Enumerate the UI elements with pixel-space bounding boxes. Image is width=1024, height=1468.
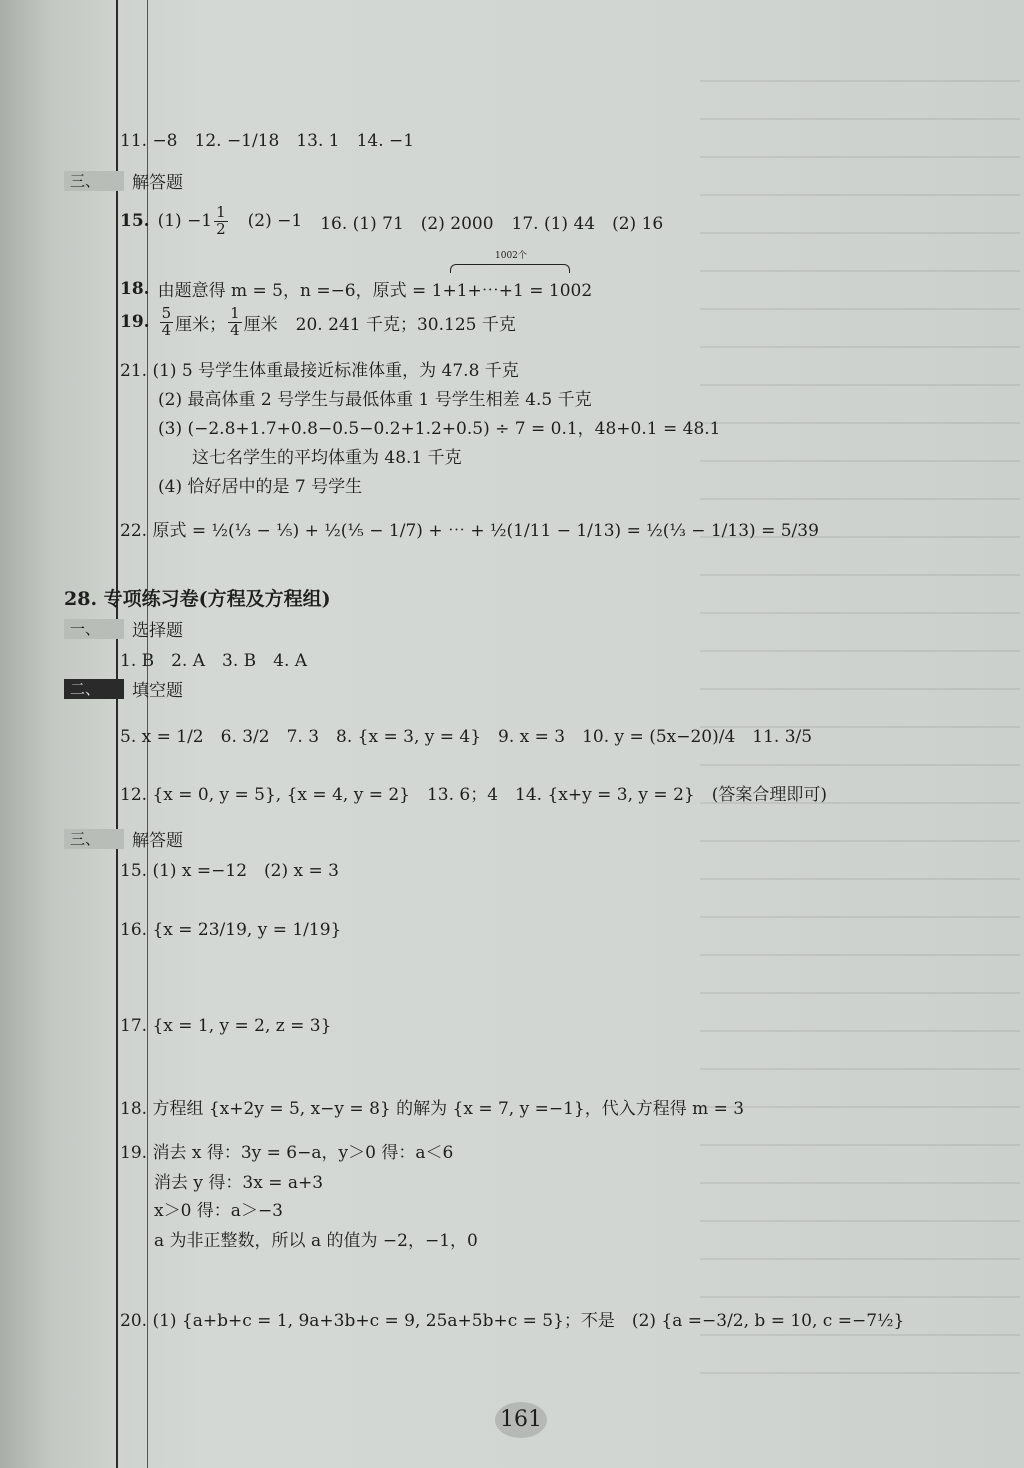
section-title: 28. 专项练习卷(方程及方程组): [64, 588, 331, 610]
answer-row-17b: 17. {x = 1, y = 2, z = 3}: [120, 1016, 332, 1036]
book-spine: [0, 0, 122, 1468]
answer-row-16b: 16. {x = 23/19, y = 1/19}: [120, 920, 342, 940]
answer-row-15: 15. (1) −1 $\frac{1}{2}$ (2) −1 16. (1) 71 (2) 2000 17. (1) 44 (2) 16: [120, 203, 664, 238]
answer-row-20b: 20. (1) {a+b+c = 1, 9a+3b+c = 9, 25a+5b+c = 5}；不是 (2) {a =−3/2, b = 10, c =−7½}: [120, 1311, 905, 1331]
answer-row-11: 11. −8 12. −1/18 13. 1 14. −1: [120, 131, 415, 151]
overbrace-label: 1002个: [495, 251, 527, 261]
section-header-1: 一、 选择题: [64, 616, 183, 641]
answer-row-1: 1. B 2. A 3. B 4. A: [120, 651, 308, 671]
answer-row-21-4: 这七名学生的平均体重为 48.1 千克: [192, 448, 462, 468]
answer-row-19b-1: 19. 消去 x 得：3y = 6−a，y＞0 得：a＜6: [120, 1143, 454, 1163]
answer-row-15b: 15. (1) x =−12 (2) x = 3: [120, 861, 339, 881]
spine-line: [116, 0, 118, 1468]
section-badge: 三、: [64, 171, 124, 191]
answer-row-21-1: 21. (1) 5 号学生体重最接近标准体重，为 47.8 千克: [120, 361, 519, 381]
answer-row-19b-3: x＞0 得：a＞−3: [154, 1201, 284, 1221]
answer-row-18b: 18. 方程组 {x+2y = 5, x−y = 8} 的解为 {x = 7, y =−1}，代入方程得 m = 3: [120, 1099, 745, 1119]
fraction: $\frac{1}{2}$: [216, 203, 226, 238]
answer-row-5: 5. x = 1/2 6. 3/2 7. 3 8. {x = 3, y = 4} 9. x = 3 10. y = (5x−20)/4 11. 3/5: [120, 727, 813, 747]
answer-row-12: 12. {x = 0, y = 5}, {x = 4, y = 2} 13. 6；4 14. {x+y = 3, y = 2} (答案合理即可): [120, 785, 827, 805]
answer-row-19b-4: a 为非正整数，所以 a 的值为 −2，−1，0: [154, 1231, 478, 1251]
section-header-3b: 三、 解答题: [64, 826, 183, 851]
answer-row-18: 18. 由题意得 m = 5，n =−6，原式 = 1+1+⋯+1 = 1002: [120, 278, 593, 301]
page-number: 161: [495, 1402, 547, 1438]
answer-row-19: 19. $\frac{5}{4}$ 厘米； $\frac{1}{4}$ 厘米 20. 241 千克；30.125 千克: [120, 304, 516, 339]
answer-row-21-3: (3) (−2.8+1.7+0.8−0.5−0.2+1.2+0.5) ÷ 7 = 0.1，48+0.1 = 48.1: [158, 419, 721, 439]
section-header-2: 二、 填空题: [64, 676, 183, 701]
section-header-3: 三、 解答题: [64, 168, 183, 193]
answer-row-22: 22. 原式 = ½(⅓ − ⅕) + ½(⅕ − 1/7) + ⋯ + ½(1/11 − 1/13) = ½(⅓ − 1/13) = 5/39: [120, 521, 819, 541]
answer-row-21-2: (2) 最高体重 2 号学生与最低体重 1 号学生相差 4.5 千克: [158, 390, 592, 410]
overbrace: [450, 264, 570, 273]
answer-row-21-5: (4) 恰好居中的是 7 号学生: [158, 477, 363, 497]
answer-row-19b-2: 消去 y 得：3x = a+3: [154, 1173, 324, 1193]
